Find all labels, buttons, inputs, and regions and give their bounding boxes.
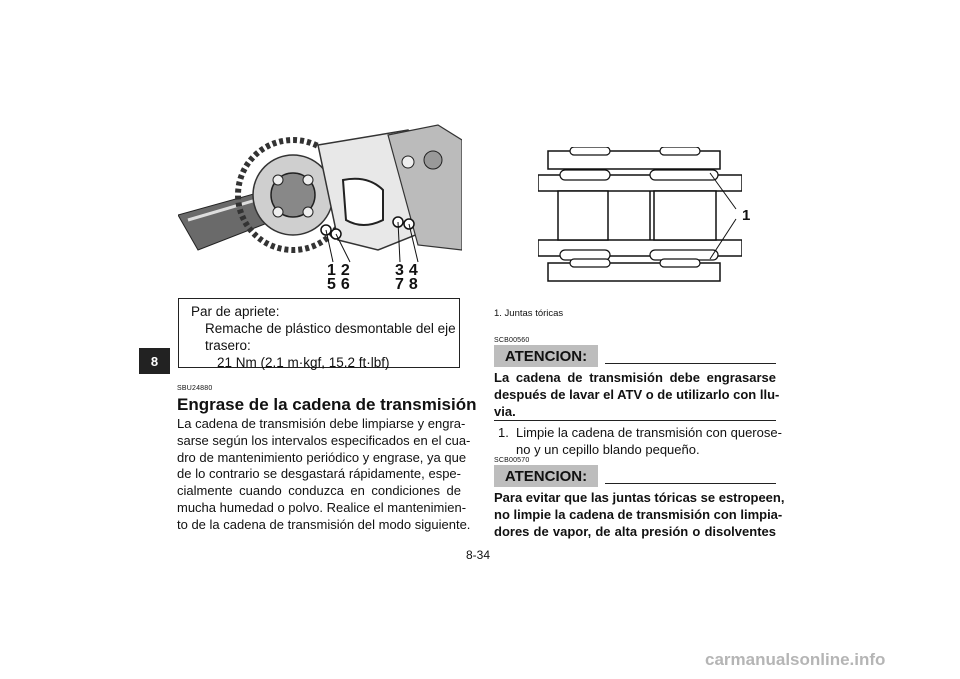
section-code: SBU24880 <box>177 385 213 392</box>
watermark: carmanualsonline.info <box>705 650 886 669</box>
callout-4: 4 <box>408 262 423 279</box>
photo-callouts-row2b <box>395 277 423 292</box>
warning-line: después de lavar el ATV o de utilizarlo con llu- <box>494 386 780 402</box>
para-line: sarse según los intervalos especificados en el cua- <box>177 432 471 448</box>
warning-line: La cadena de transmisión debe engrasarse <box>494 370 776 385</box>
warning-header <box>494 345 776 367</box>
callout-6: 6 <box>340 276 355 293</box>
warning-header <box>494 465 776 487</box>
callout-3: 3 <box>395 262 409 279</box>
photo-callouts-row2 <box>327 277 355 292</box>
page-number: 8-34 <box>466 548 491 562</box>
step-number: 1. <box>498 425 509 440</box>
para-line: to de la cadena de transmisión del modo siguiente. <box>177 516 471 532</box>
callout-7: 7 <box>395 276 409 293</box>
warning-label: ATENCION: <box>494 465 598 487</box>
callout-1: 1 <box>327 262 341 279</box>
chapter-tab: 8 <box>139 348 170 374</box>
warning-code: SCB00570 <box>494 457 530 464</box>
torque-value: 21 Nm (2.1 m·kgf, 15.2 ft·lbf) <box>217 355 390 370</box>
callout-8: 8 <box>408 276 423 293</box>
warning-code: SCB00560 <box>494 337 530 344</box>
section-title: Engrase de la cadena de transmisión <box>177 395 477 414</box>
callout-2: 2 <box>340 262 355 279</box>
figure-caption: 1. Juntas tóricas <box>494 308 564 319</box>
para-line: de lo contrario se desgastará rápidamente, espe- <box>177 466 461 482</box>
torque-label: Par de apriete: <box>191 304 280 319</box>
step-text: Limpie la cadena de transmisión con querose- <box>516 425 782 440</box>
section-paragraph <box>177 416 471 534</box>
warning-text <box>494 490 785 540</box>
warning-label: ATENCION: <box>494 345 598 367</box>
para-line: dro de mantenimiento periódico y engrase, ya que <box>177 449 467 465</box>
warning-line: dores de vapor, de alta presión o disolventes <box>494 523 776 539</box>
chain-callout: 1 <box>742 207 751 224</box>
chain-link-diagram <box>538 147 742 282</box>
callout-5: 5 <box>327 276 341 293</box>
para-line: mucha humedad o polvo. Realice el mantenimien- <box>177 499 467 515</box>
warning-line: via. <box>494 403 516 419</box>
warning-text <box>494 370 780 420</box>
warning-line: Para evitar que las juntas tóricas se estropeen, <box>494 490 785 505</box>
warning-end-rule <box>494 420 776 421</box>
step-text-cont: no y un cepillo blando pequeño. <box>516 442 700 457</box>
torque-item-cont: trasero: <box>205 338 251 353</box>
torque-spec-box <box>178 298 460 368</box>
warning-line: no limpie la cadena de transmisión con limpia- <box>494 506 783 522</box>
warning-rule <box>605 483 776 484</box>
warning-rule <box>605 363 776 364</box>
para-line: La cadena de transmisión debe limpiarse y engra- <box>177 416 466 431</box>
para-line: cialmente cuando conduzca en condiciones de <box>177 483 461 499</box>
torque-item: Remache de plástico desmontable del eje <box>205 321 456 336</box>
